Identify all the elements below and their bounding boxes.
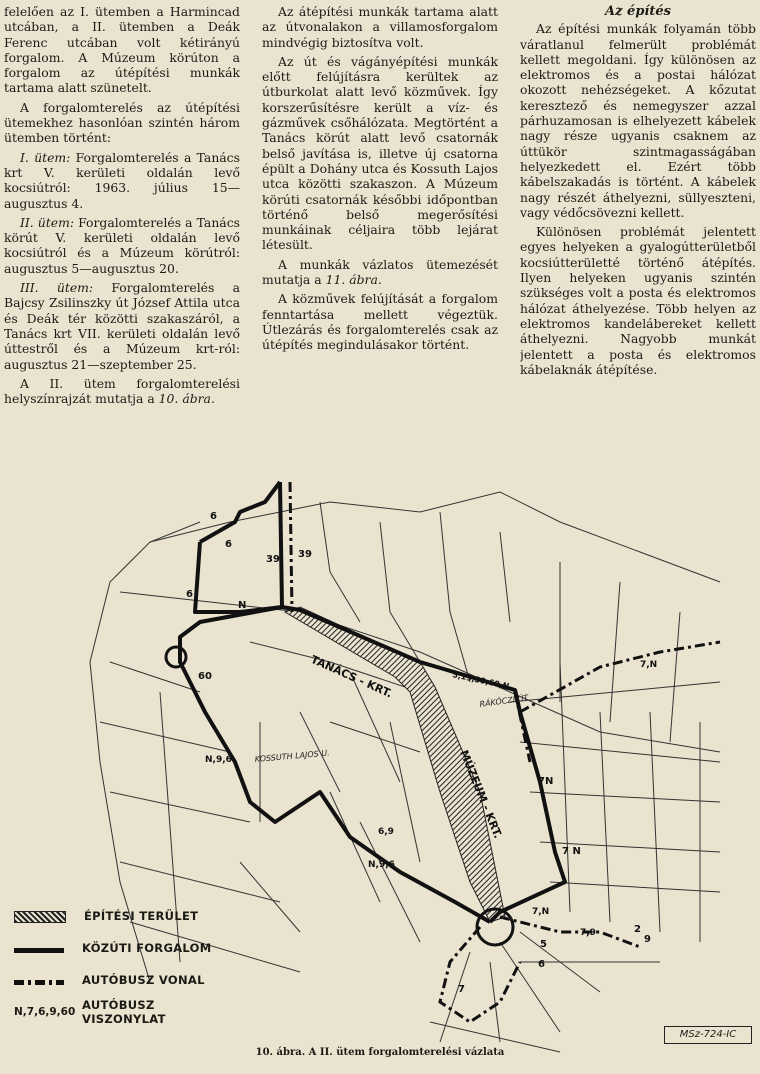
route-2: 2	[634, 924, 641, 935]
figure-ref-pre: A II. ütem forgalomterelési helyszínrajzát mutatja a	[4, 375, 240, 407]
stage-2-label: II. ütem:	[20, 214, 75, 230]
legend-road-traffic	[14, 937, 234, 959]
stage-1-label: I. ütem:	[20, 149, 71, 165]
figure-ref-post: .	[210, 391, 215, 407]
route-39-b: 39	[298, 549, 312, 560]
col1-paragraph-6	[4, 376, 240, 407]
col1-paragraph-2: A forgalomterelés az útépítési ütemekhez hasonlóan szintén három ütemben történt:	[4, 99, 240, 146]
col2-paragraph-4: A közművek felújítását a forgalom fenntartása mellett végeztük. Útlezárás és forgalomterelés csak az útépítés megindulásakor történt.	[262, 291, 498, 353]
legend-bus-routes	[14, 998, 234, 1026]
figure-ref-10: 10. ábra	[158, 391, 211, 407]
map-legend	[14, 905, 234, 1033]
route-7N-a: 7N	[538, 776, 554, 787]
col3-paragraph-1: Az építési munkák folyamán több váratlanul felmerült problémát kellett megoldani. Így különösen az elektromos és a postai hálózat okozott nehézségeket. A kőzutat keresztező és nemegyszer azzal párhuzamosan is elhelyezett kábelek nagy része ugyanis csaknem az úttükör szintmagasságában helyezkedett el. Ezért több kábelszakadás is történt. A kábelek nagy részét áthelyezni, süllyeszteni, vagy védőcsövezni kellett.	[520, 21, 756, 220]
stage-3-label: III. ütem:	[20, 280, 94, 296]
route-numbers	[186, 511, 657, 995]
figure-caption: 10. ábra. A II. ütem forgalomterelési vázlata	[255, 1047, 505, 1058]
stage-2-text: Forgalomterelés a Tanács körút V. kerületi oldalán levő kocsiútról és a Múzeum körútról: augusztus 5—augusztus 20.	[4, 214, 240, 276]
bus-codes: N,7,6,9,60	[14, 1006, 76, 1018]
col1-paragraph-3	[4, 150, 240, 211]
hatch-swatch	[14, 911, 66, 923]
column-3	[520, 4, 756, 434]
route-7N-b: 7 N	[562, 846, 581, 857]
stage-1-text: Forgalomterelés a Tanács krt V. kerületi oldalán levő kocsiútról: 1963. július 15—augusztus 4.	[4, 149, 240, 211]
route-9: 9	[644, 934, 651, 945]
text-columns	[4, 4, 756, 434]
figure-ref-11-post: .	[377, 272, 382, 288]
legend-bus-routes-label: AUTÓBUSZ VISZONYLAT	[82, 998, 166, 1026]
route-7N: 7,N	[640, 660, 658, 670]
muzeum-krt-label: MÚZEUM - KRT.	[457, 748, 505, 841]
route-6-a: 6	[210, 511, 217, 522]
column-1	[4, 4, 240, 434]
legend-construction	[14, 905, 234, 927]
route-6-d: 6	[538, 959, 545, 970]
col1-paragraph-4	[4, 215, 240, 276]
figure-ref-11: 11. ábra	[325, 272, 378, 288]
deak-ter-circle	[166, 647, 186, 667]
rakoczi-label: RÁKÓCZI ÚT	[479, 693, 529, 709]
route-6-b: 6	[225, 539, 232, 550]
tanacs-krt-label: TANÁCS - KRT.	[308, 652, 395, 701]
stage-3-text: Forgalomterelés a Bajcsy Zsilinszky út József Attila utca és Deák tér közötti szakaszáról, a Tanács krt VII. kerületi oldalán levő úttestről és a Múzeum krt-ról: augusztus 21—szeptember 25.	[4, 280, 240, 372]
col2-paragraph-1: Az átépítési munkák tartama alatt az útvonalakon a villamosforgalom mindvégig biztosítva volt.	[262, 4, 498, 50]
route-60: 60	[198, 671, 212, 682]
legend-bus-line	[14, 969, 234, 991]
col3-paragraph-2: Különösen problémát jelentett egyes helyeken a gyalogútterületből kocsiútterületté történő átépítés. Ilyen helyeken ugyanis szintén szükséges volt a posta és elektromos hálózat áthelyezése. Több helyen az elektromos kandelábereket kellett áthelyezni. Nagyobb munkát jelentett a posta és elektromos kábelaknák átépítése.	[520, 224, 756, 377]
dashed-line-swatch	[14, 980, 64, 985]
route-79: 7,9	[580, 928, 596, 938]
column-2	[262, 4, 498, 434]
thick-line-swatch	[14, 948, 64, 953]
route-6-c: 6	[186, 589, 193, 600]
route-5: 5	[540, 939, 547, 950]
col2-paragraph-2: Az út és vágányépítési munkák előtt felújításra kerültek az útburkolat alatt levő közművek. Így korszerűsítésre került a víz- és gázművek csőhálózata. Megtörtént a Tanács körút alatt levő csatornák belső javítása is, illetve új csatorna épült a Dohány utca és Kossuth Lajos utca közötti szakaszon. A Múzeum körúti csatornák későbbi időpontban történő belső megerősítési munkáinak céljaira több lejárat létesült.	[262, 53, 498, 253]
legend-road-traffic-label: KÖZÚTI FORGALOM	[82, 941, 212, 955]
legend-construction-label: ÉPÍTÉSI TERÜLET	[84, 909, 199, 923]
col1-paragraph-1: felelően az I. ütemben a Harmincad utcában, a II. ütemben a Deák Ferenc utcában volt kétirányú forgalom. A Múzeum körúton a forgalom az útépítési munkák tartama alatt szünetelt.	[4, 4, 240, 96]
section-heading: Az építés	[605, 4, 671, 19]
route-69: 6,9	[378, 827, 394, 837]
route-39-a: 39	[266, 554, 280, 565]
route-multi: 5,19,39,60,N	[451, 670, 511, 691]
route-7N-c: 7,N	[532, 907, 550, 917]
col2-paragraph-3	[262, 257, 498, 288]
legend-bus-line-label: AUTÓBUSZ VONAL	[82, 973, 205, 987]
col1-paragraph-5	[4, 280, 240, 372]
route-N96: N,9,6	[205, 755, 232, 765]
standard-stamp: MSz-724-IC	[664, 1026, 752, 1044]
route-N: N	[238, 600, 247, 611]
route-7: 7	[458, 984, 465, 995]
route-N96-b: N,9,6	[368, 860, 395, 870]
kossuth-lajos-label: KOSSUTH LAJOS U.	[254, 748, 330, 764]
figure-ref-11-pre: A munkák vázlatos ütemezését mutatja a	[262, 256, 498, 288]
